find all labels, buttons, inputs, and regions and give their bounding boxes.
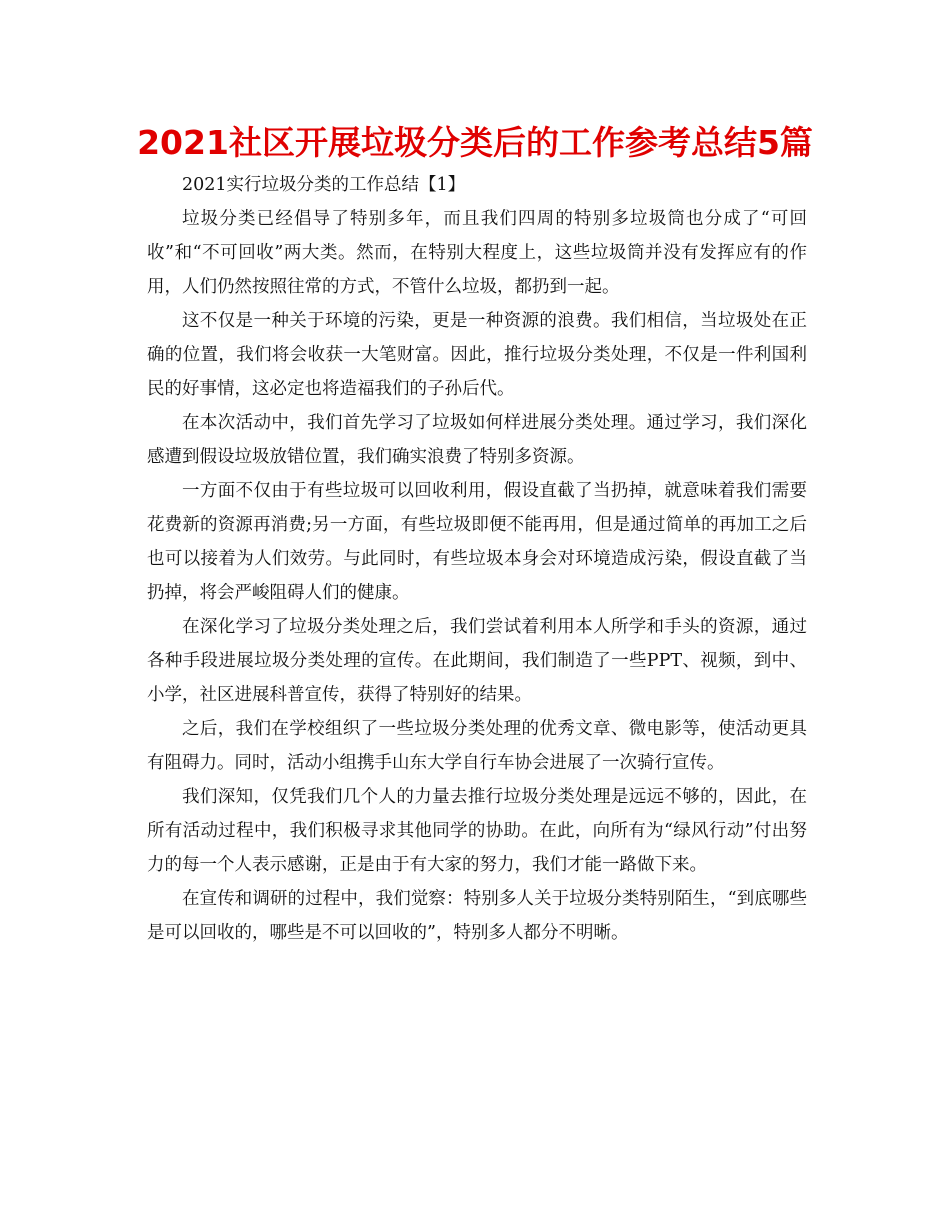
paragraph: 垃圾分类已经倡导了特别多年，而且我们四周的特别多垃圾筒也分成了“可回收”和“不可回收”两大类。然而，在特别大程度上，这些垃圾筒并没有发挥应有的作用，人们仍然按照往常的方式，不管什么垃圾，都扔到一起。 (147, 209, 807, 297)
paragraph: 在深化学习了垃圾分类处理之后，我们尝试着利用本人所学和手头的资源，通过各种手段进展垃圾分类处理的宣传。在此期间，我们制造了一些PPT、视频，到中、小学，社区进展科普宣传，获得了特别好的结果。 (147, 617, 807, 705)
document-title: 2021社区开展垃圾分类后的工作参考总结5篇 (137, 123, 813, 162)
paragraph: 我们深知，仅凭我们几个人的力量去推行垃圾分类处理是远远不够的，因此，在所有活动过程中，我们积极寻求其他同学的协助。在此，向所有为“绿风行动”付出努力的每一个人表示感谢，正是由于有大家的努力，我们才能一路做下来。 (147, 787, 807, 875)
section-heading: 2021实行垃圾分类的工作总结【1】 (182, 175, 466, 195)
paragraph: 一方面不仅由于有些垃圾可以回收利用，假设直截了当扔掉，就意味着我们需要花费新的资源再消费;另一方面，有些垃圾即便不能再用，但是通过简单的再加工之后也可以接着为人们效劳。与此同时，有些垃圾本身会对环境造成污染，假设直截了当扔掉，将会严峻阻碍人们的健康。 (147, 481, 807, 603)
paragraph: 在宣传和调研的过程中，我们觉察：特别多人关于垃圾分类特别陌生，“到底哪些是可以回收的，哪些是不可以回收的”，特别多人都分不明晰。 (147, 889, 807, 943)
paragraph: 在本次活动中，我们首先学习了垃圾如何样进展分类处理。通过学习，我们深化感遭到假设垃圾放错位置，我们确实浪费了特别多资源。 (147, 413, 807, 467)
paragraph: 之后，我们在学校组织了一些垃圾分类处理的优秀文章、微电影等，使活动更具有阻碍力。同时，活动小组携手山东大学自行车协会进展了一次骑行宣传。 (147, 719, 807, 773)
document-body (147, 168, 807, 950)
paragraph: 这不仅是一种关于环境的污染，更是一种资源的浪费。我们相信，当垃圾处在正确的位置，我们将会收获一大笔财富。因此，推行垃圾分类处理，不仅是一件利国利民的好事情，这必定也将造福我们的子孙后代。 (147, 311, 807, 399)
